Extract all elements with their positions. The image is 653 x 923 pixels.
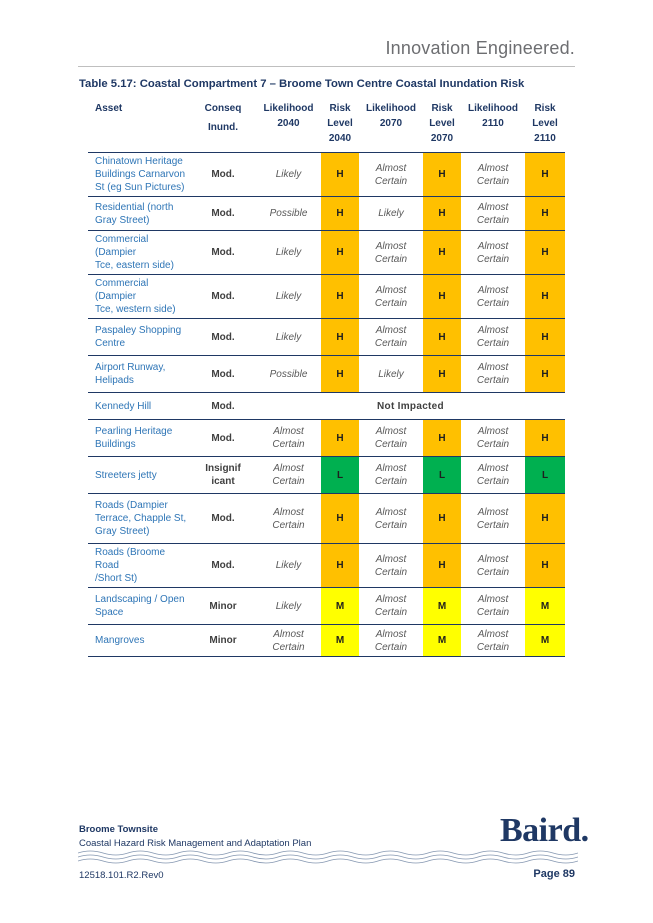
consequence-cell	[190, 356, 256, 393]
asset-cell	[88, 319, 190, 356]
header-text-line: Risk	[431, 103, 453, 114]
cell-line: Likely	[275, 169, 302, 180]
likelihood-2070-cell	[359, 588, 423, 625]
cell-line: Likely	[275, 291, 302, 302]
cell-line: Mod.	[211, 513, 235, 524]
cell-line: Paspaley Shopping	[95, 325, 182, 336]
cell-line: Almost	[273, 426, 304, 437]
cell-line: Certain	[476, 375, 510, 386]
likelihood-2110-cell	[461, 420, 525, 457]
cell-line: Certain	[476, 519, 510, 531]
cell-line: Likely	[378, 368, 404, 380]
cell-line: Almost	[477, 594, 509, 605]
cell-line: Likely	[275, 331, 302, 343]
likelihood-2110-cell	[461, 319, 525, 356]
consequence-cell	[190, 588, 256, 625]
cell-line: Space	[95, 607, 124, 618]
table-row	[88, 319, 565, 356]
risk-level-2070-cell: M	[423, 625, 461, 657]
cell-line: Minor	[209, 635, 237, 646]
cell-line: Mod.	[211, 560, 235, 571]
header-conseq	[190, 96, 256, 153]
likelihood-2070-cell	[359, 356, 423, 393]
document-code: 12518.101.R2.Rev0	[79, 870, 164, 881]
header-text-line: Level	[327, 118, 353, 129]
asset-cell	[88, 420, 190, 457]
likelihood-2070-cell	[359, 420, 423, 457]
header-tagline: Innovation Engineered.	[385, 38, 575, 58]
cell-line: Almost	[273, 463, 304, 474]
cell-line: Almost	[477, 506, 509, 518]
cell-line: Mod.	[211, 368, 235, 380]
cell-line: Residential (north	[95, 201, 174, 213]
cell-line: Buildings	[95, 439, 136, 450]
table-row	[88, 588, 565, 625]
risk-level-2070-cell: H	[423, 356, 461, 393]
cell-line: Kennedy Hill	[95, 400, 152, 412]
cell-line: Certain	[476, 338, 510, 349]
header-text-line: Likelihood	[468, 103, 518, 114]
baird-logo: Baird.	[500, 812, 589, 849]
header-risk-2040	[321, 96, 359, 153]
risk-table	[88, 96, 565, 657]
cell-line: Almost	[273, 628, 304, 640]
cell-line: Mod.	[211, 400, 235, 412]
likelihood-2040-cell	[256, 588, 321, 625]
table-row	[88, 231, 565, 275]
cell-line: Almost	[375, 463, 407, 474]
asset-cell	[88, 494, 190, 544]
asset-cell	[88, 625, 190, 657]
cell-line: Almost	[477, 362, 509, 373]
table-body	[88, 153, 565, 657]
consequence-cell	[190, 625, 256, 657]
consequence-cell	[190, 319, 256, 356]
risk-level-2070-cell: H	[423, 231, 461, 275]
asset-cell	[88, 393, 190, 420]
header-text-line: Level	[532, 118, 558, 129]
cell-line: Almost	[375, 284, 407, 296]
cell-line: Mod.	[211, 432, 235, 444]
cell-line: Certain	[374, 476, 408, 487]
cell-line: Helipads	[95, 375, 134, 386]
table-caption: Table 5.17: Coastal Compartment 7 – Broome Town Centre Coastal Inundation Risk	[79, 78, 525, 90]
cell-line: Almost	[375, 325, 407, 336]
header-text-line: 2110	[482, 118, 504, 129]
risk-level-2040-cell: M	[321, 588, 359, 625]
not-impacted-cell: Not Impacted	[377, 400, 444, 412]
cell-line: Certain	[272, 641, 305, 653]
risk-level-2110-cell: M	[525, 625, 565, 657]
risk-level-2110-cell: H	[525, 356, 565, 393]
table-row	[88, 494, 565, 544]
header-risk-2110	[525, 96, 565, 153]
table-row	[88, 457, 565, 494]
asset-cell	[88, 231, 190, 275]
cell-line: Pearling Heritage	[95, 426, 173, 437]
cell-line: Certain	[374, 607, 408, 618]
likelihood-2070-cell	[359, 457, 423, 494]
cell-line: Insignif	[205, 463, 241, 474]
cell-line: Certain	[272, 439, 305, 450]
risk-level-2040-cell: L	[321, 457, 359, 494]
header-likelihood-2110	[461, 96, 525, 153]
cell-line: Almost	[375, 240, 407, 252]
cell-line: Certain	[476, 297, 510, 309]
cell-line: Certain	[476, 253, 510, 265]
header-text-line: Likelihood	[366, 103, 416, 114]
cell-line: Mod.	[211, 331, 235, 343]
risk-level-2040-cell: H	[321, 319, 359, 356]
cell-line: Roads (Dampier	[95, 500, 168, 511]
cell-line: Certain	[476, 214, 510, 226]
likelihood-2070-cell	[359, 625, 423, 657]
wave-decoration-icon	[78, 849, 578, 865]
cell-line: Almost	[477, 162, 509, 174]
cell-line: Commercial (Dampier	[95, 278, 149, 302]
likelihood-2070-cell	[359, 319, 423, 356]
header-text-line: Likelihood	[263, 103, 314, 114]
asset-cell	[88, 457, 190, 494]
risk-level-2110-cell: H	[525, 319, 565, 356]
likelihood-2110-cell	[461, 588, 525, 625]
cell-line: Likely	[378, 208, 404, 219]
likelihood-2110-cell	[461, 275, 525, 319]
cell-line: Streeters jetty	[95, 469, 157, 481]
cell-line: Almost	[375, 506, 407, 518]
cell-line: Certain	[476, 607, 510, 618]
asset-cell	[88, 153, 190, 197]
risk-level-2110-cell: L	[525, 457, 565, 494]
likelihood-2040-cell	[256, 420, 321, 457]
likelihood-2070-cell	[359, 197, 423, 231]
cell-line: Mod.	[211, 169, 235, 180]
cell-line: Landscaping / Open	[95, 594, 185, 605]
likelihood-2040-cell	[256, 625, 321, 657]
cell-line: Almost	[375, 628, 407, 640]
cell-line: Almost	[477, 284, 509, 296]
cell-line: Mangroves	[95, 635, 145, 646]
asset-cell	[88, 544, 190, 588]
cell-line: Almost	[477, 201, 509, 213]
risk-level-2070-cell: L	[423, 457, 461, 494]
cell-line: Certain	[272, 476, 305, 487]
cell-line: Certain	[476, 439, 510, 450]
consequence-cell	[190, 275, 256, 319]
risk-level-2110-cell: H	[525, 494, 565, 544]
risk-level-2070-cell: H	[423, 544, 461, 588]
risk-level-2040-cell: H	[321, 197, 359, 231]
likelihood-2040-cell	[256, 356, 321, 393]
risk-level-2070-cell: H	[423, 275, 461, 319]
cell-line: Chinatown Heritage	[95, 156, 183, 167]
likelihood-2040-cell	[256, 153, 321, 197]
table-row	[88, 153, 565, 197]
header-risk-2070	[423, 96, 461, 153]
header-text-line: Risk	[329, 103, 351, 114]
header-asset-text: Asset	[95, 103, 123, 114]
cell-line: Almost	[375, 594, 407, 605]
likelihood-2040-cell	[256, 319, 321, 356]
cell-line: Possible	[269, 208, 308, 219]
likelihood-2110-cell	[461, 153, 525, 197]
header-text-line: 2040	[277, 118, 300, 129]
risk-level-2070-cell: M	[423, 588, 461, 625]
cell-line: Buildings Carnarvon	[95, 169, 186, 180]
cell-line: Mod.	[211, 291, 235, 302]
asset-cell	[88, 197, 190, 231]
cell-line: Minor	[209, 600, 237, 612]
cell-line: Tce, eastern side)	[95, 260, 174, 271]
header-text-line: Level	[429, 118, 455, 129]
header-likelihood-2070	[359, 96, 423, 153]
cell-line: Certain	[374, 641, 408, 653]
header-text-line: 2070	[430, 133, 454, 144]
consequence-cell	[190, 231, 256, 275]
page-number: Page 89	[533, 868, 575, 880]
cell-line: Possible	[269, 368, 308, 380]
cell-line: Certain	[374, 253, 408, 265]
cell-line: Certain	[374, 439, 408, 450]
cell-line: Gray Street)	[95, 214, 150, 226]
risk-level-2110-cell: H	[525, 275, 565, 319]
cell-line: Certain	[476, 566, 510, 578]
cell-line: Almost	[273, 506, 304, 518]
table-row	[88, 275, 565, 319]
consequence-cell	[190, 457, 256, 494]
likelihood-2040-cell	[256, 544, 321, 588]
cell-line: Certain	[374, 297, 408, 309]
footer-title: Broome Townsite	[79, 824, 158, 835]
table-row	[88, 420, 565, 457]
likelihood-2040-cell	[256, 231, 321, 275]
risk-level-2040-cell: H	[321, 544, 359, 588]
risk-level-2040-cell: H	[321, 275, 359, 319]
header-text-line: Inund.	[208, 122, 238, 133]
risk-level-2040-cell: H	[321, 356, 359, 393]
header-likelihood-2040	[256, 96, 321, 153]
risk-level-2040-cell: H	[321, 420, 359, 457]
risk-level-2070-cell: H	[423, 494, 461, 544]
likelihood-2110-cell	[461, 197, 525, 231]
risk-level-2040-cell: H	[321, 494, 359, 544]
table-row	[88, 393, 565, 420]
cell-line: Almost	[477, 553, 509, 565]
risk-level-2070-cell: H	[423, 319, 461, 356]
risk-level-2070-cell: H	[423, 420, 461, 457]
cell-line: Certain	[374, 566, 408, 578]
cell-line: Mod.	[211, 247, 235, 258]
cell-line: Certain	[476, 476, 510, 487]
cell-line: Almost	[375, 162, 407, 174]
cell-line: Centre	[95, 338, 126, 349]
cell-line: Certain	[272, 519, 305, 531]
table-row	[88, 625, 565, 657]
cell-line: Certain	[476, 641, 510, 653]
table-header-row	[88, 96, 565, 153]
header-text-line: 2070	[379, 118, 403, 129]
risk-level-2110-cell: H	[525, 197, 565, 231]
cell-line: Certain	[374, 338, 408, 349]
consequence-cell	[190, 544, 256, 588]
risk-level-2070-cell: H	[423, 197, 461, 231]
risk-level-2040-cell: H	[321, 231, 359, 275]
cell-line: Gray Street)	[95, 526, 150, 537]
likelihood-2040-cell	[256, 197, 321, 231]
risk-level-2070-cell: H	[423, 153, 461, 197]
risk-level-2110-cell: H	[525, 231, 565, 275]
cell-line: Certain	[374, 175, 408, 187]
likelihood-2070-cell	[359, 494, 423, 544]
header-divider	[78, 66, 575, 67]
table-row	[88, 544, 565, 588]
likelihood-2070-cell	[359, 275, 423, 319]
cell-line: Certain	[476, 175, 510, 187]
cell-line: St (eg Sun Pictures)	[95, 182, 185, 193]
likelihood-2110-cell	[461, 494, 525, 544]
header-text-line: 2040	[328, 133, 352, 144]
cell-line: Airport Runway,	[95, 362, 166, 373]
cell-line: Almost	[477, 463, 509, 474]
risk-level-2110-cell: H	[525, 420, 565, 457]
cell-line: Likely	[275, 560, 302, 571]
header-text-line: 2110	[534, 133, 556, 144]
likelihood-2070-cell	[359, 153, 423, 197]
cell-line: Tce, western side)	[95, 304, 176, 315]
likelihood-2040-cell	[256, 494, 321, 544]
cell-line: Certain	[374, 519, 408, 531]
asset-cell	[88, 588, 190, 625]
likelihood-2040-cell	[256, 275, 321, 319]
header-text-line: Risk	[534, 103, 556, 114]
cell-line: Almost	[477, 426, 509, 437]
consequence-cell	[190, 494, 256, 544]
table-row	[88, 197, 565, 231]
likelihood-2110-cell	[461, 356, 525, 393]
cell-line: Likely	[275, 247, 302, 258]
consequence-cell	[190, 420, 256, 457]
cell-line: Almost	[477, 240, 509, 252]
cell-line: icant	[211, 476, 235, 487]
footer-subtitle: Coastal Hazard Risk Management and Adaptation Plan	[79, 838, 312, 849]
likelihood-2040-cell	[256, 457, 321, 494]
cell-line: Almost	[477, 325, 509, 336]
cell-line: Commercial (Dampier	[95, 234, 149, 258]
header-asset	[88, 96, 190, 153]
cell-line: Likely	[275, 600, 302, 612]
cell-line: Mod.	[211, 208, 235, 219]
table-row	[88, 356, 565, 393]
cell-line: Almost	[477, 628, 509, 640]
likelihood-2110-cell	[461, 231, 525, 275]
consequence-cell	[190, 393, 256, 420]
risk-level-2110-cell: M	[525, 588, 565, 625]
header-text-line: Conseq	[204, 103, 242, 114]
likelihood-2070-cell	[359, 231, 423, 275]
cell-line: Terrace, Chapple St,	[95, 513, 187, 524]
consequence-cell	[190, 153, 256, 197]
cell-line: Almost	[375, 426, 407, 437]
likelihood-2110-cell	[461, 544, 525, 588]
risk-level-2040-cell: M	[321, 625, 359, 657]
asset-cell	[88, 275, 190, 319]
risk-level-2110-cell: H	[525, 544, 565, 588]
consequence-cell	[190, 197, 256, 231]
likelihood-2110-cell	[461, 625, 525, 657]
cell-line: /Short St)	[95, 573, 138, 584]
asset-cell	[88, 356, 190, 393]
cell-line: Almost	[375, 553, 407, 565]
likelihood-2070-cell	[359, 544, 423, 588]
risk-level-2040-cell: H	[321, 153, 359, 197]
risk-level-2110-cell: H	[525, 153, 565, 197]
likelihood-2110-cell	[461, 457, 525, 494]
cell-line: Roads (Broome Road	[95, 547, 166, 571]
